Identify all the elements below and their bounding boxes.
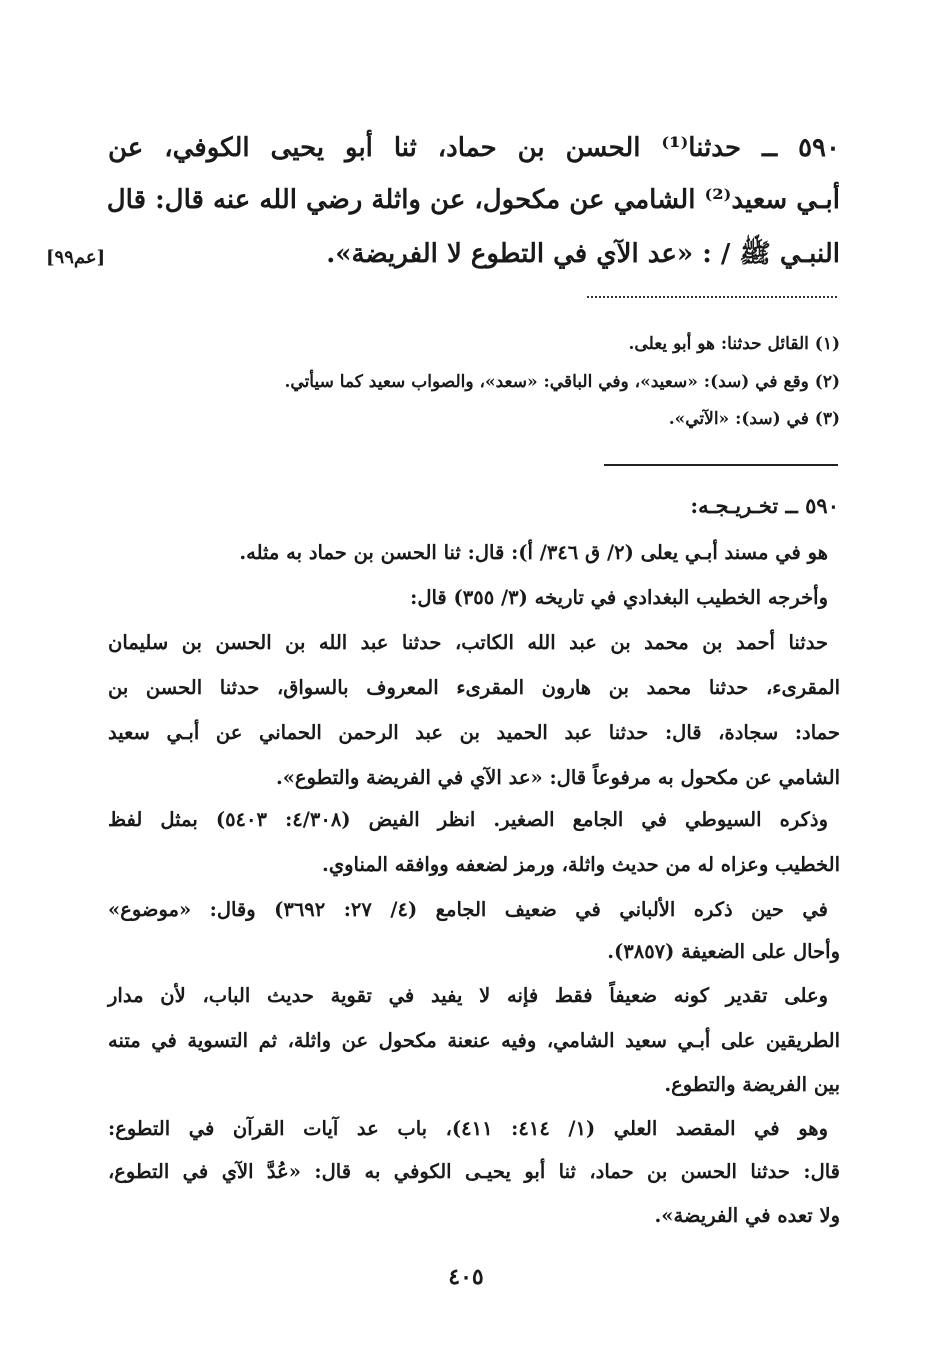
- takhrij-line-4: المقرىء، حدثنا محمد بن هارون المقرىء المعروف بالسواق، حدثنا الحسن بن: [108, 676, 840, 699]
- hadith-line-3: النبـي ﷺ / : «عد الآي في التطوع لا الفريضة».: [326, 239, 840, 269]
- section-divider: [604, 464, 838, 466]
- footnote-separator: [587, 296, 837, 298]
- takhrij-line-7: وذكره السيوطي في الجامع الصغير. انظر الفيض (٤/٣٠٨: ٥٤٠٣) بمثل لفظ: [108, 808, 828, 831]
- hadith-line-1: ٥٩٠ ــ حدثنا⁽¹⁾ الحسن بن حماد، ثنا أبو يحيى الكوفي، عن: [108, 133, 840, 163]
- takhrij-line-10: وأحال على الضعيفة (٣٨٥٧).: [607, 940, 840, 963]
- takhrij-line-9: في حين ذكره الألباني في ضعيف الجامع (٤/ ٢٧: ٣٦٩٢) وقال: «موضوع»: [108, 898, 828, 921]
- takhrij-line-3: حدثنا أحمد بن محمد بن عبد الله الكاتب، حدثنا عبد الله بن الحسن بن سليمان: [108, 631, 828, 654]
- hadith-line-2: أبـي سعيد⁽²⁾ الشامي عن مكحول، عن واثلة رضي الله عنه قال: قال: [106, 185, 840, 215]
- takhrij-line-16: ولا تعده في الفريضة».: [654, 1204, 840, 1227]
- takhrij-line-2: وأخرجه الخطيب البغدادي في تاريخه (٣/ ٣٥٥) قال:: [410, 586, 828, 609]
- takhrij-line-13: بين الفريضة والتطوع.: [664, 1073, 840, 1096]
- page-number: ٤٠٥: [448, 1264, 484, 1290]
- takhrij-line-8: الخطيب وعزاه له من حديث واثلة، ورمز لضعفه ووافقه المناوي.: [322, 853, 840, 876]
- takhrij-line-6: الشامي عن مكحول به مرفوعاً قال: «عد الآي في الفريضة والتطوع».: [275, 766, 840, 789]
- takhrij-line-12: الطريقين على أبـي سعيد الشامي، وفيه عنعنة مكحول عن واثلة، ثم التسوية في متنه: [108, 1029, 840, 1052]
- manuscript-reference: [عم٩٩]: [46, 247, 106, 268]
- takhrij-line-14: وهو في المقصد العلي (١/ ٤١٤: ٤١١)، باب عد آيات القرآن في التطوع:: [108, 1117, 828, 1140]
- takhrij-heading: ٥٩٠ ــ تخـريـجـه:: [690, 493, 839, 518]
- footnote-3: (٣) في (سد): «الآتي».: [668, 409, 840, 429]
- takhrij-line-11: وعلى تقدير كونه ضعيفاً فقط فإنه لا يفيد في تقوية حديث الباب، لأن مدار: [108, 984, 828, 1007]
- footnote-1: (١) القائل حدثنا: هو أبو يعلى.: [628, 334, 840, 354]
- takhrij-line-1: هو في مسند أبـي يعلى (٢/ ق ٣٤٦/ أ): قال: ثنا الحسن بن حماد به مثله.: [239, 541, 828, 564]
- footnote-2: (٢) وقع في (سد): «سعيد»، وفي الباقي: «سعد»، والصواب سعيد كما سيأتي.: [284, 372, 840, 392]
- takhrij-line-15: قال: حدثنا الحسن بن حماد، ثنا أبو يحيـى الكوفي به قال: «عُدَّ الآي في التطوع،: [108, 1160, 840, 1183]
- takhrij-line-5: حماد: سجادة، قال: حدثنا عبد الحميد بن عبد الرحمن الحماني عن أبـي سعيد: [108, 721, 840, 744]
